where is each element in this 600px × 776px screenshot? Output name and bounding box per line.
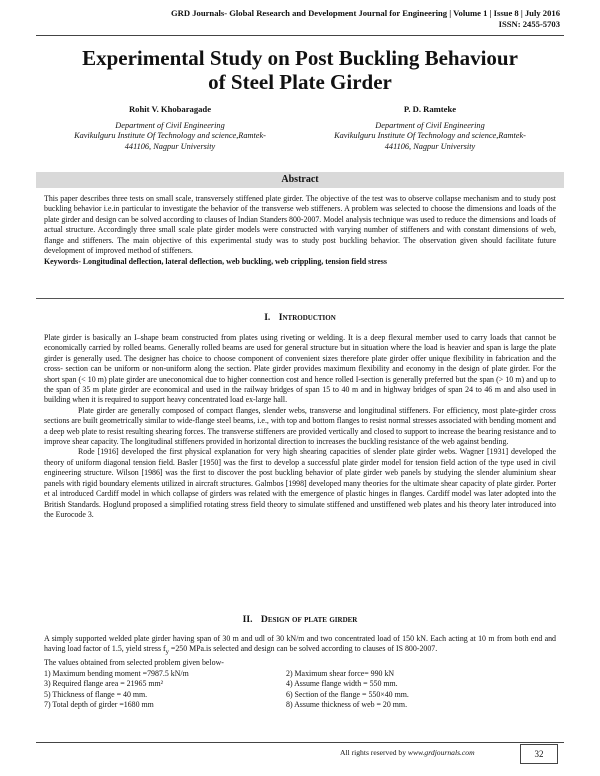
issn: ISSN: 2455-5703 xyxy=(498,19,560,29)
author-name: Rohit V. Khobaragade xyxy=(128,104,212,114)
footer-link[interactable]: www.grdjournals.com xyxy=(407,748,475,757)
paragraph: Plate girder are generally composed of compact flanges, slender webs, transverse and longitudinal stiffeners. For efficiency, most plate-girder cross sections are built geometrically similar to wide-flange steel beams, i.e., with top and bottom flanges to resist normal stresses associated with bending moment and a deep web plate to resist resulting shearing forces. The transverse stiffeners are provided vertically and closed to support to increase the bearing resistance and to improve shear capacity. The longitudinal stiffeners provided in horizontal direction to increases the buckling resistance of the web against bending. xyxy=(44,405,556,447)
value-item: 1) Maximum bending moment =7987.5 kN/m xyxy=(44,668,189,678)
value-item: 3) Required flange area = 21965 mm² xyxy=(44,679,163,689)
section-heading-design xyxy=(0,614,600,625)
paragraph: Rode [1916] developed the first physical explanation for very high shearing capacities of slender plate girder webs. Wagner [1931] developed the theory of uniform diagonal tension field. Basler [1950] was the first to develop a successful plate girder model for tension field action of the type used in civil engineering structure. Wilson [1986] was the first to discover the post buckling behavior of plate girder web panels by studying the slender aluminium shear panels with rigid boundary elements utilized in aircraft structures. Galmbos [1998] developed many theories for the ultimate shear capacity of plate girder. Porter et al introduced Cardiff model in which collapse of girders was related with the emergence of plastic hinges in flanges. Cardiff model was later adopted into the British Standards. Hoglund proposed a simplified rotating stress field theory to simulate stiffened and unstiffened web plates and his theory later introduced into the Eurocode 3. xyxy=(44,447,556,519)
section-number: I. xyxy=(264,312,271,323)
paragraph-text-end: =250 MPa.is selected and design can be solved according to clauses of IS 800-2007. xyxy=(168,644,438,654)
value-item: 8) Assume thickness of web = 20 mm. xyxy=(286,700,408,710)
paper-title xyxy=(30,46,570,94)
section-title: Design of plate girder xyxy=(260,614,358,625)
author-city: 441106, Nagpur University xyxy=(384,141,476,151)
journal-header xyxy=(171,8,560,30)
title-line-1: Experimental Study on Post Buckling Behaviour xyxy=(82,46,518,70)
authors-block xyxy=(40,104,560,152)
paragraph xyxy=(44,634,556,658)
author-dept: Department of Civil Engineering xyxy=(375,120,485,130)
page-number: 32 xyxy=(520,744,558,764)
section-number: II. xyxy=(242,614,253,625)
design-body xyxy=(44,634,556,710)
abstract-rule xyxy=(36,298,564,299)
title-line-2: of Steel Plate Girder xyxy=(208,70,392,94)
value-item: 5) Thickness of flange = 40 mm. xyxy=(44,689,148,699)
rights-text: All rights reserved by xyxy=(340,748,408,757)
footer-rule xyxy=(36,742,564,743)
author-1 xyxy=(40,104,300,152)
abstract-text: This paper describes three tests on small scale, transversely stiffened plate girder. The objective of the test was to observe collapse mechanism and to study post buckling behavior i.e.in particular to investigate the behavior of the transverse web stiffeners. A problem was selected to choose the dimensions and loads of the plate girder and design can be solved according to clauses of Indian Standers 800-2007. Model analysis technique was used to reduce the dimensions and loads of actual structure. Accordingly three small scale plate girder models were constructed with varying number of stiffeners and with constant dimensions of web, flange and stiffeners. The main objective of this experimental study was to study post buckling behavior. The observation given should facilitate future development of improved method of stiffeners. xyxy=(44,194,556,256)
author-dept: Department of Civil Engineering xyxy=(115,120,225,130)
value-item: 7) Total depth of girder =1680 mm xyxy=(44,700,154,710)
author-inst: Kavikulguru Institute Of Technology and science,Ramtek- xyxy=(334,131,526,140)
value-item: 2) Maximum shear force= 990 kN xyxy=(286,668,395,678)
subscript: y xyxy=(165,648,169,656)
introduction-body xyxy=(44,333,556,520)
value-item: 6) Section of the flange = 550×40 mm. xyxy=(286,689,409,699)
values-list xyxy=(44,669,556,711)
value-item: 4) Assume flange width = 550 mm. xyxy=(286,679,398,689)
author-inst: Kavikulguru Institute Of Technology and science,Ramtek- xyxy=(74,131,266,140)
abstract-heading: Abstract xyxy=(36,172,564,188)
abstract-body xyxy=(44,194,556,268)
paragraph: Plate girder is basically an I–shape beam constructed from plates using riveting or welding. It is a deep flexural member used to carry loads that cannot be economically carried by rolled beams. Generally rolled beams are used for general structure but in situation where the load is heavier and span is large the plate girder is generally used. The designer has choice to choose component of convenient sizes therefore plate girder offer unique flexibility in fabrication and the cross- section can be uniform or non-uniform along the section. Plate girder provides maximum flexibility and economy in the design of plate girder. For the short span (< 10 m) plate girder are uneconomical due to higher connection cost and hence rolled I-section is generally preferred but the span (> 10 m) and up to the span of 35 m plate girder are economical and used in the railway bridges of span 15 to 40 m and in highway bridges of span 24 to 46 m and also used in building when it is required to support heavy concentrated load ex-large hall. xyxy=(44,333,556,405)
paragraph-text: A simply supported welded plate girder having span of 30 m and udl of 30 kN/m and two concentrated load of 150 kN. Each acting at 10 m from both end and having load factor of 1.5, yield stress f xyxy=(44,634,556,654)
section-heading-introduction xyxy=(0,312,600,323)
author-city: 441106, Nagpur University xyxy=(124,141,216,151)
author-name: P. D. Ramteke xyxy=(403,104,457,114)
footer-rights xyxy=(340,748,475,757)
header-rule xyxy=(36,35,564,36)
journal-line: GRD Journals- Global Research and Development Journal for Engineering | Volume 1 | Issue 8 | July 2016 xyxy=(170,8,560,18)
keywords: Keywords- Longitudinal deflection, lateral deflection, web buckling, web crippling, tension field stress xyxy=(44,257,387,267)
author-2 xyxy=(300,104,560,152)
values-intro: The values obtained from selected problem given below- xyxy=(44,658,224,668)
section-title: Introduction xyxy=(278,312,336,323)
